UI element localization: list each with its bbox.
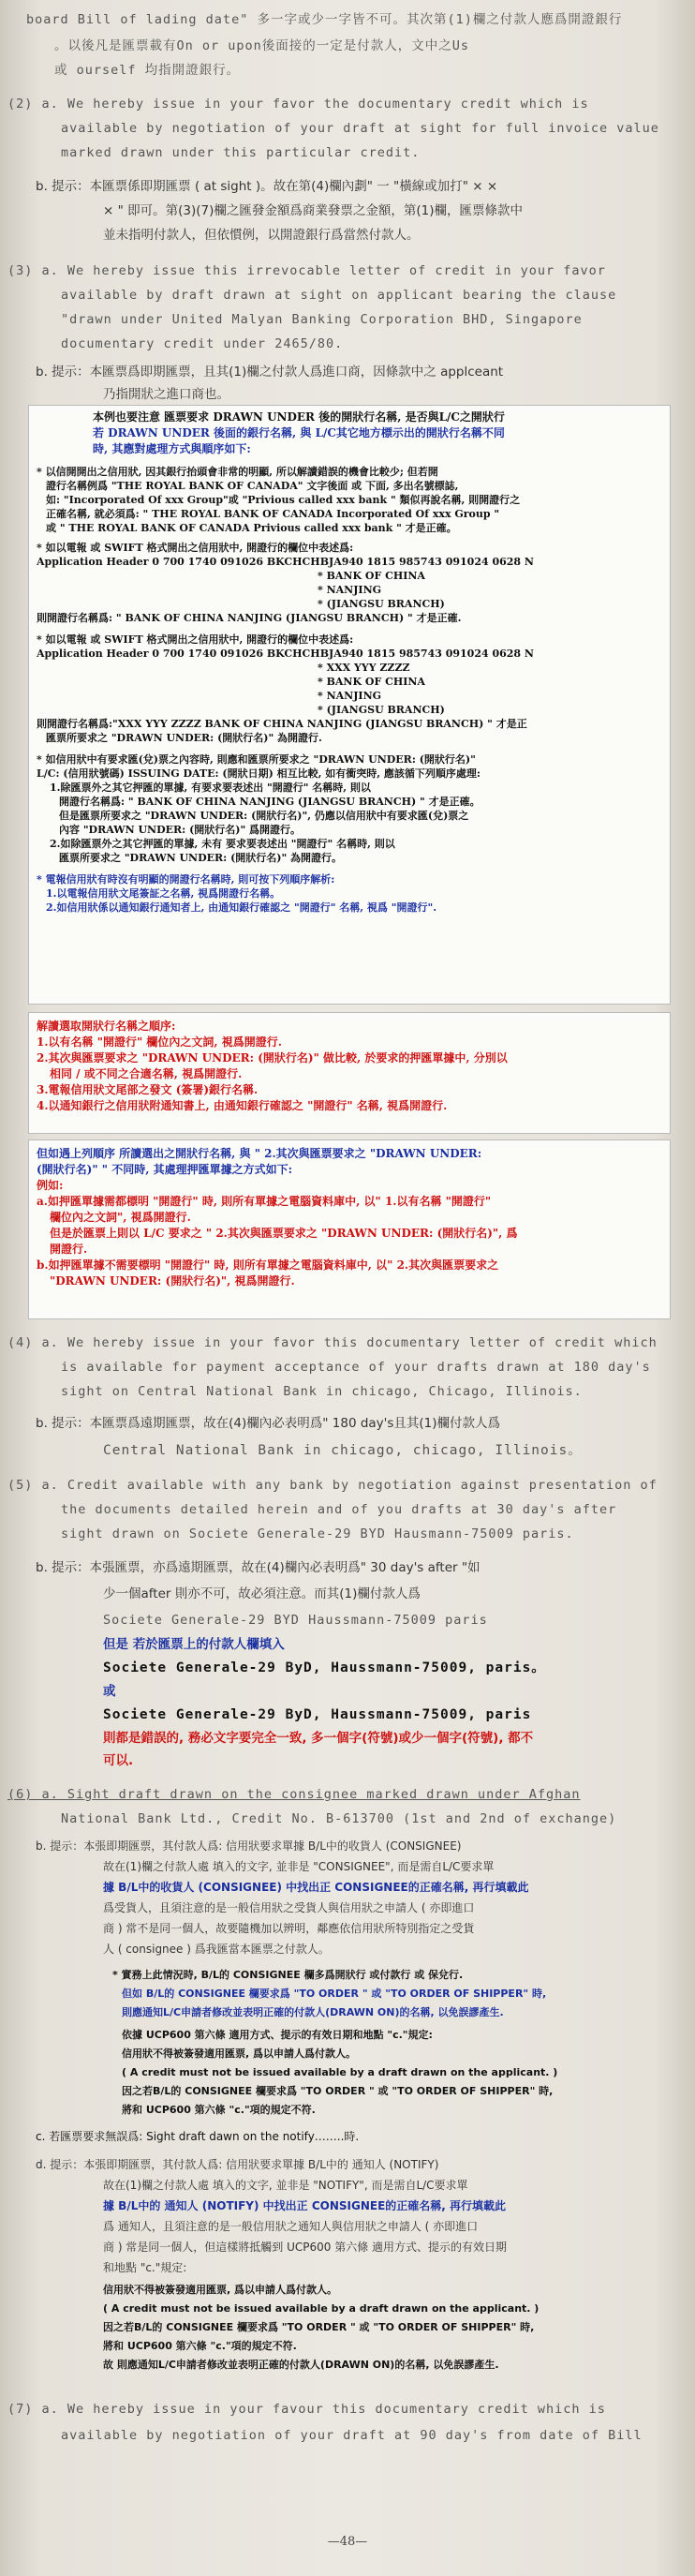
top-line-3: 或 ourself 均指開證銀行。 <box>54 63 241 78</box>
s6-note-line-1: * 實務上此情況時, B/L的 CONSIGNEE 欄多爲開狀行 或付款行 或 保兌行. <box>112 1969 464 1981</box>
s5-a-line-2: the documents detailed herein and of you drafts at 30 day's after <box>61 1502 617 1517</box>
s4-a-line-3: sight on Central National Bank in chicago, Chicago, Illinois. <box>61 1384 583 1399</box>
s6-a-line-1: (6) a. Sight draft drawn on the consignee marked drawn under Afghan <box>7 1787 581 1802</box>
top-line-2: 。以後凡是匯票載有On or upon後面接的一定是付款人，文中之Us <box>54 38 470 53</box>
box1-p-line-2: 證行名稱例爲 "THE ROYAL BANK OF CANADA" 文字後面 或 下面, 多出名號標誌, <box>46 480 459 492</box>
box2-line-3: 2.其次與匯票要求之 "DRAWN UNDER: (開狀行名)" 做比較, 於要求的押匯單據中, 分別以 <box>37 1051 508 1065</box>
s7-a-line-1: (7) a. We hereby issue in your favour this documentary credit which is <box>7 2402 606 2417</box>
s2-b-line-1: b. 提示：本匯票係即期匯票 ( at sight )。故在第(4)欄內劃" 一 "橫線或加打" × × <box>36 179 498 194</box>
s4-a-line-1: (4) a. We hereby issue in your favor this documentary letter of credit which <box>7 1335 658 1350</box>
box1-line-2: 若 DRAWN UNDER 後面的銀行名稱, 與 L/C其它地方標示出的開狀行名稱不同 <box>93 426 505 439</box>
box1-s-line-5: 但是匯票所要求之 "DRAWN UNDER: (開狀行名)", 仍應以信用狀中有要求匯(兌)票之 <box>59 810 469 822</box>
box3-line-8: b.如押匯單據不需要標明 "開證行" 時, 則所有單據之電腦資料庫中, 以" 2.其次與匯票要求之 <box>37 1258 499 1272</box>
box1-q-line-6: 則開證行名稱爲: " BANK OF CHINA NANJING (JIANGSU BRANCH) " 才是正確. <box>37 612 462 624</box>
box2-line-6: 4.以通知銀行之信用狀附通知書上, 由通知銀行確認之 "開證行" 名稱, 視爲開證行. <box>37 1099 448 1112</box>
box3-line-1: 但如遇上列順序 所讀選出之開狀行名稱, 與 " 2.其次與匯票要求之 "DRAWN UNDER: <box>37 1147 482 1160</box>
s6-note-line-5: 信用狀不得被簽發適用匯票, 爲以申請人爲付款人。 <box>122 2047 357 2060</box>
s2-b-line-2: × " 即可。第(3)(7)欄之匯發金額爲商業發票之金額，第(1)欄，匯票條款中 <box>103 203 523 218</box>
box1-s-line-2: L/C: (信用狀號碼) ISSUING DATE: (開狀日期) 相互比較, 如有衝突時, 應該循下列順序處理: <box>37 767 481 780</box>
s6-e-line-3: 因之若B/L的 CONSIGNEE 欄要求爲 "TO ORDER " 或 "TO ORDER OF SHIPPER" 時, <box>103 2321 535 2333</box>
box2-line-2: 1.以有名稱 "開證行" 欄位內之文詞, 視爲開證行. <box>37 1035 282 1049</box>
box1-q-line-3: * BANK OF CHINA <box>318 570 425 582</box>
s5-c-line-6: 可以. <box>103 1753 134 1768</box>
s6-d-line-3: 據 B/L中的 通知人 (NOTIFY) 中找出正 CONSIGNEE的正確名稱, 再行填載此 <box>103 2199 506 2212</box>
s7-a-line-2: available by negotiation of your draft at 90 day's from date of Bill <box>61 2428 643 2443</box>
s5-c-line-2: Societe Generale-29 ByD, Haussmann-75009, paris。 <box>103 1660 546 1675</box>
s3-a-line-3: "drawn under United Malyan Banking Corporation BHD, Singapore <box>61 312 583 327</box>
s3-b-line-1: b. 提示：本匯票爲即期匯票，且其(1)欄之付款人爲進口商，因條款中之 applceant <box>36 365 504 380</box>
box1-r-line-4: * BANK OF CHINA <box>318 676 425 688</box>
issuing-bank-notes-box <box>28 405 671 1005</box>
box1-s-line-8: 匯票所要求之 "DRAWN UNDER: (開狀行名)" 為開證行。 <box>59 852 343 864</box>
top-line-1: board Bill of lading date" 多一字或少一字皆不可。其次第(1)欄之付款人應爲開證銀行 <box>26 12 623 27</box>
s3-a-line-4: documentary credit under 2465/80. <box>61 336 344 351</box>
page-number: —48— <box>327 2535 368 2549</box>
s5-c-line-5: 則都是錯誤的, 務必文字要完全一致, 多一個字(符號)或少一個字(符號), 都不 <box>103 1731 534 1746</box>
s6-e-line-2: ( A credit must not be issued available by a draft drawn on the applicant. ) <box>103 2302 540 2315</box>
s6-note-line-3: 則應通知L/C申請者修改並表明正確的付款人(DRAWN ON)的名稱, 以免誤謬產生. <box>122 2006 504 2018</box>
box3-line-5: 欄位內之文詞", 視爲開證行. <box>50 1211 191 1224</box>
s5-c-line-4: Societe Generale-29 ByD, Haussmann-75009, paris <box>103 1707 532 1722</box>
s5-c-line-1: 但是 若於匯票上的付款人欄填入 <box>103 1637 285 1652</box>
box1-t-line-2: 1.以電報信用狀文尾簽証之名稱, 視爲開證行名稱。 <box>46 887 281 900</box>
s3-a-line-1: (3) a. We hereby issue this irrevocable letter of credit in your favor <box>7 263 606 278</box>
s3-b-line-2: 乃指開狀之進口商也。 <box>103 387 229 402</box>
s3-a-line-2: available by draft drawn at sight on applicant bearing the clause <box>61 288 617 303</box>
box1-p-line-1: * 以信開開出之信用狀, 因其銀行抬頭會非常的明顯, 所以解讀錯誤的機會比較少; 但若開 <box>37 466 438 478</box>
s6-e-line-4: 將和 UCP600 第六條 "c."項的規定不符. <box>103 2340 297 2352</box>
box1-r-line-8: 匯票所要求之 "DRAWN UNDER: (開狀行名)" 為開證行. <box>46 732 322 744</box>
s6-b-line-2: 故在(1)欄之付款人處 填入的文字, 並非是 "CONSIGNEE", 而是需自L/C要求單 <box>103 1860 495 1873</box>
box2-line-4: 相同 / 或不同之合適名稱, 視爲開證行. <box>50 1067 243 1080</box>
s5-c-line-3: 或 <box>103 1684 116 1699</box>
box1-s-line-6: 內容 "DRAWN UNDER: (開狀行名)" 爲開證行。 <box>59 824 302 836</box>
s6-b-line-5: 商 ) 常不是同一個人，故要隨機加以辨明，鄰應依信用狀所特別指定之受貨 <box>103 1922 475 1935</box>
conflict-handling-box <box>28 1139 671 1319</box>
s6-note-line-6: ( A credit must not be issued available by a draft drawn on the applicant. ) <box>122 2066 558 2078</box>
s6-note-line-8: 將和 UCP600 第六條 "c."項的規定不符. <box>122 2104 316 2116</box>
box2-line-5: 3.電報信用狀文尾部之發文 (簽署)銀行名稱. <box>37 1083 259 1096</box>
box1-s-line-7: 2.如除匯票外之其它押匯的單據, 未有 要求要表述出 "開證行" 名稱時, 則以 <box>50 838 395 850</box>
box3-line-4: a.如押匯單據需都標明 "開證行" 時, 則所有單據之電腦資料庫中, 以" 1.以有名稱 "開證行" <box>37 1195 492 1208</box>
s2-b-line-3: 並未指明付款人，但依慣例，以開證銀行爲當然付款人。 <box>103 228 420 243</box>
s6-d-line-1: d. 提示：本張即期匯票，其付款人爲: 信用狀要求單據 B/L中的 通知人 (NOTIFY) <box>36 2158 439 2171</box>
s5-b-line-2: 少一個after 則亦不可，故必須注意。而其(1)欄付款人爲 <box>103 1586 421 1601</box>
box1-q-line-2: Application Header 0 700 1740 091026 BKCHCHBJA940 1815 985743 091024 0628 N <box>37 556 534 568</box>
s6-b-line-1: b. 提示：本張即期匯票，其付款人爲: 信用狀要求單據 B/L中的收貨人 (CONSIGNEE) <box>36 1839 462 1853</box>
s4-a-line-2: is available for payment acceptance of your drafts drawn at 180 day's <box>61 1360 651 1375</box>
box3-line-9: "DRAWN UNDER: (開狀行名)", 視爲開證行. <box>50 1274 295 1288</box>
reading-order-box <box>28 1012 671 1134</box>
box3-line-7: 開證行. <box>50 1243 88 1256</box>
box1-r-line-1: * 如以電報 或 SWIFT 格式開出之信用狀中, 開證行的欄位中表述爲: <box>37 633 354 646</box>
box1-s-line-3: 1.除匯票外之其它押匯的單據, 有要求要表述出 "開證行" 名稱時, 則以 <box>50 782 371 794</box>
box2-line-1: 解讀選取開狀行名稱之順序: <box>37 1020 176 1033</box>
s6-b-line-3: 據 B/L中的收貨人 (CONSIGNEE) 中找出正 CONSIGNEE的正確名稱, 再行填載此 <box>103 1881 529 1894</box>
s2-a-line-2: available by negotiation of your draft at sight for full invoice value <box>61 121 659 136</box>
s6-note-line-4: 依據 UCP600 第六條 適用方式、提示的有效日期和地點 "c."規定: <box>122 2029 433 2041</box>
s6-d-line-5: 商 ) 常是同一個人，但這樣將抵觸到 UCP600 第六條 適用方式、提示的有效日期 <box>103 2241 508 2254</box>
box1-p-line-5: 或 " THE ROYAL BANK OF CANADA Privious called xxx bank " 才是正確。 <box>46 522 457 534</box>
s6-b-line-6: 人 ( consignee ) 爲我匯當本匯票之付款人。 <box>103 1943 330 1956</box>
s6-b-line-4: 爲受貨人，且須注意的是一般信用狀之受貨人與信用狀之申請人 ( 亦即進口 <box>103 1901 475 1914</box>
box1-r-line-2: Application Header 0 700 1740 091026 BKCHCHBJA940 1815 985743 091024 0628 N <box>37 648 534 660</box>
box1-q-line-1: * 如以電報 或 SWIFT 格式開出之信用狀中, 開證行的欄位中表述爲: <box>37 542 354 554</box>
s5-a-line-3: sight drawn on Societe Generale-29 BYD Hausmann-75009 paris. <box>61 1526 574 1541</box>
s6-e-line-5: 故 則應通知L/C申請者修改並表明正確的付款人(DRAWN ON)的名稱, 以免誤謬產生. <box>103 2359 499 2371</box>
box3-line-3: 例如: <box>37 1179 64 1192</box>
s6-d-line-6: 和地點 "c."規定: <box>103 2261 187 2274</box>
s6-e-line-1: 信用狀不得被簽發適用匯票, 爲以申請人爲付款人。 <box>103 2284 338 2296</box>
s2-a-line-3: marked drawn under this particular credit. <box>61 145 421 160</box>
box1-r-line-3: * XXX YYY ZZZZ <box>318 662 410 674</box>
s6-note-line-7: 因之若B/L的 CONSIGNEE 欄要求爲 "TO ORDER " 或 "TO ORDER OF SHIPPER" 時, <box>122 2085 554 2097</box>
box1-line-3: 時, 其應對處理方式與順序如下: <box>93 442 251 455</box>
s5-b-line-1: b. 提示：本張匯票，亦爲遠期匯票，故在(4)欄內必表明爲" 30 day's after "如 <box>36 1560 481 1575</box>
box1-s-line-1: * 如信用狀中有要求匯(兌)票之內容時, 則應和匯票所要求之 "DRAWN UNDER: (開狀行名)" <box>37 753 476 766</box>
box1-q-line-4: * NANJING <box>318 584 382 596</box>
box3-line-6: 但是於匯票上則以 L/C 要求之 " 2.其次與匯票要求之 "DRAWN UNDER: (開狀行名)", 爲 <box>50 1227 518 1240</box>
box1-r-line-7: 則開證行名稱爲:"XXX YYY ZZZZ BANK OF CHINA NANJING (JIANGSU BRANCH) " 才是正 <box>37 718 527 730</box>
box1-q-line-5: * (JIANGSU BRANCH) <box>318 598 445 610</box>
box1-p-line-4: 正確名稱, 就必須爲: " THE ROYAL BANK OF CANADA Incorporated Of xxx Group " <box>46 508 500 520</box>
box1-r-line-5: * NANJING <box>318 690 382 702</box>
s6-note-line-2: 但如 B/L的 CONSIGNEE 欄要求爲 "TO ORDER " 或 "TO ORDER OF SHIPPER" 時, <box>122 1988 547 2000</box>
s6-d-line-2: 故在(1)欄之付款人處 填入的文字, 並非是 "NOTIFY", 而是需自L/C要求單 <box>103 2179 468 2192</box>
s5-b-line-3: Societe Generale-29 BYD Haussmann-75009 paris <box>103 1613 488 1628</box>
box3-line-2: (開狀行名)" " 不同時, 其處理押匯單據之方式如下: <box>37 1163 293 1176</box>
s4-b-line-1: b. 提示：本匯票爲遠期匯票，故在(4)欄內必表明爲" 180 day's且其(1)欄付款人爲 <box>36 1416 501 1431</box>
s2-a-line-1: (2) a. We hereby issue in your favor the documentary credit which is <box>7 97 589 112</box>
s5-a-line-1: (5) a. Credit available with any bank by negotiation against presentation of <box>7 1478 658 1493</box>
box1-line-1: 本例也要注意 匯票要求 DRAWN UNDER 後的開狀行名稱, 是否與L/C之開狀行 <box>93 410 505 424</box>
box1-r-line-6: * (JIANGSU BRANCH) <box>318 704 445 716</box>
s6-c-line-1: c. 若匯票要求無誤爲: Sight draft dawn on the notify……..時. <box>36 2130 360 2143</box>
box1-s-line-4: 開證行名稱爲: " BANK OF CHINA NANJING (JIANGSU BRANCH) " 才是正確。 <box>59 796 481 808</box>
s6-a-line-2: National Bank Ltd., Credit No. B-613700 (1st and 2nd of exchange) <box>61 1811 617 1826</box>
box1-t-line-1: * 電報信用狀有時沒有明顯的開證行名稱時, 則可按下列順序解析: <box>37 873 335 886</box>
box1-p-line-3: 如: "Incorporated Of xxx Group"或 "Privious called xxx bank " 類似再說名稱, 則開證行之 <box>46 494 521 506</box>
s6-d-line-4: 爲 通知人，且須注意的是一般信用狀之通知人與信用狀之申請人 ( 亦即進口 <box>103 2220 479 2233</box>
box1-t-line-3: 2.如信用狀係以通知銀行通知者上, 由通知銀行確認之 "開證行" 名稱, 視爲 "開證行". <box>46 901 437 914</box>
s4-b-line-2: Central National Bank in chicago, chicago, Illinois。 <box>103 1443 583 1458</box>
